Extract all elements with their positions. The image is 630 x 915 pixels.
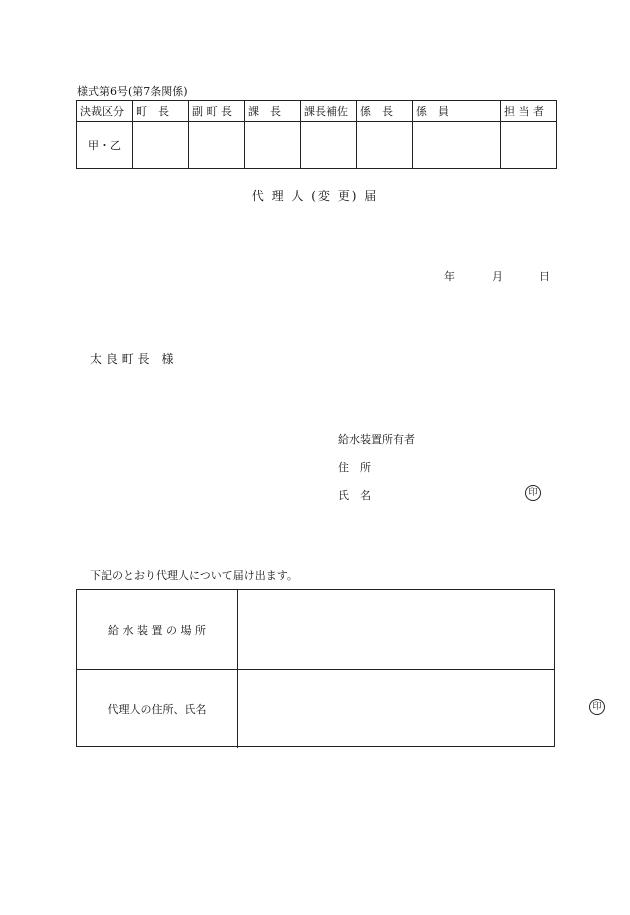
location-field[interactable] xyxy=(237,590,554,669)
stamp-cell-deputy-mayor[interactable] xyxy=(189,122,245,169)
header-mayor: 町 長 xyxy=(133,101,189,122)
decision-value: 甲・乙 xyxy=(77,122,133,169)
applicant-name-label: 氏 名 xyxy=(338,489,371,502)
header-subsection-chief: 係 長 xyxy=(357,101,413,122)
header-deputy-mayor: 副 町 長 xyxy=(189,101,245,122)
submission-note: 下記のとおり代理人について届け出ます。 xyxy=(90,569,298,582)
approval-table xyxy=(76,100,557,169)
header-section-chief: 課 長 xyxy=(245,101,301,122)
form-number: 様式第6号(第7条関係) xyxy=(77,85,188,98)
header-assistant-chief: 課長補佐 xyxy=(301,101,357,122)
document-title: 代 理 人 (変 更) 届 xyxy=(251,189,379,203)
agent-row xyxy=(77,669,602,748)
location-label: 給 水 装 置 の 場 所 xyxy=(77,590,238,669)
applicant-heading: 給水装置所有者 xyxy=(338,433,415,446)
stamp-cell-section-chief[interactable] xyxy=(245,122,301,169)
stamp-cell-staff[interactable] xyxy=(413,122,501,169)
applicant-seal-mark: 印 xyxy=(525,485,541,501)
header-person-in-charge: 担 当 者 xyxy=(501,101,557,122)
details-table xyxy=(76,589,602,747)
date-month: 月 xyxy=(492,270,503,283)
stamp-cell-person-in-charge[interactable] xyxy=(501,122,557,169)
recipient: 太 良 町 長 様 xyxy=(90,352,174,366)
header-staff: 係 員 xyxy=(413,101,501,122)
agent-field[interactable] xyxy=(237,669,602,748)
stamp-cell-subsection-chief[interactable] xyxy=(357,122,413,169)
agent-label: 代理人の住所、氏名 xyxy=(77,669,238,748)
location-row xyxy=(77,590,554,670)
agent-seal-mark: 印 xyxy=(589,699,605,715)
stamp-cell-mayor[interactable] xyxy=(133,122,189,169)
date-day: 日 xyxy=(539,270,550,283)
date-year: 年 xyxy=(444,270,455,283)
applicant-address-label: 住 所 xyxy=(338,461,371,474)
stamp-cell-assistant-chief[interactable] xyxy=(301,122,357,169)
header-decision-type: 決裁区分 xyxy=(77,101,133,122)
